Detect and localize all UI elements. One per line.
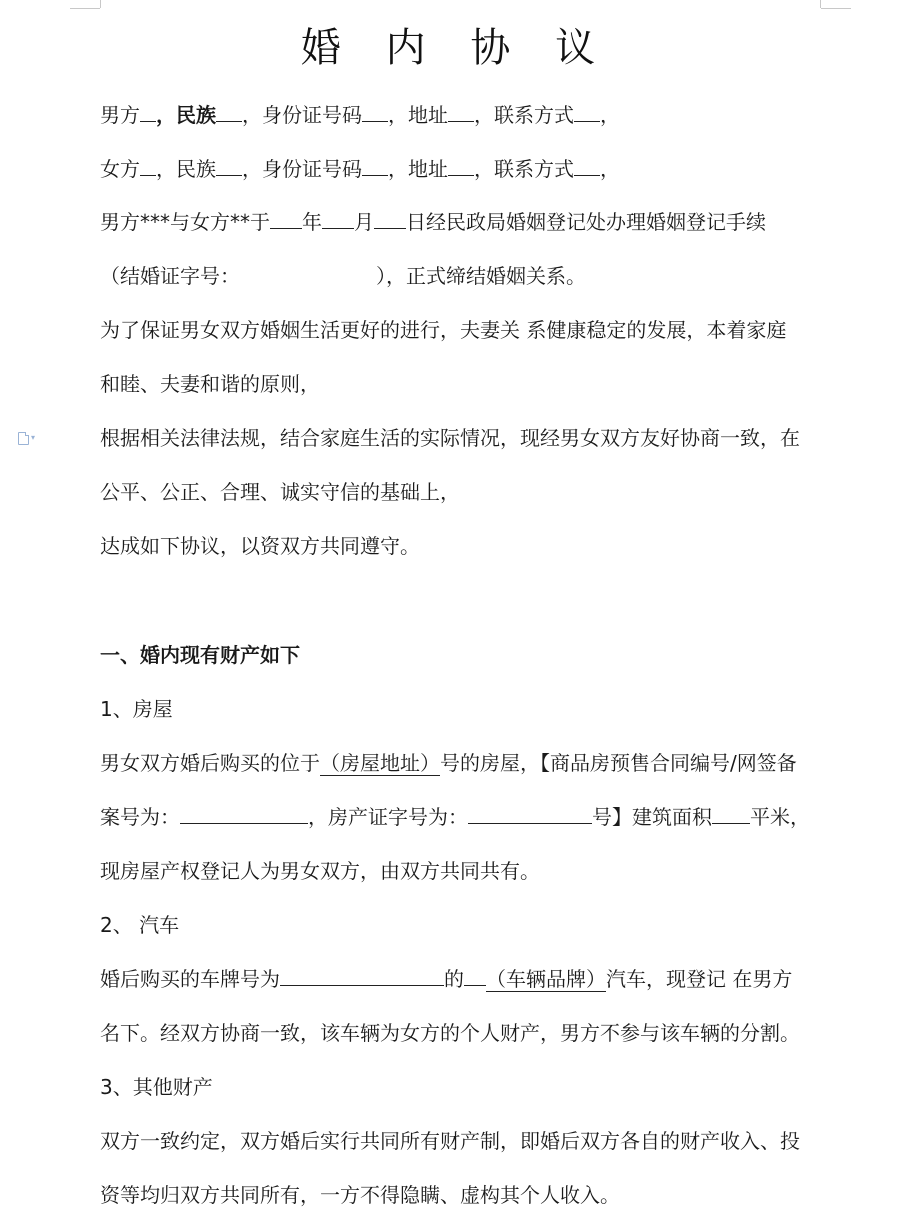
basis-line-2: 公平、公正、合理、诚实守信的基础上， (100, 480, 460, 504)
page-corner-mark-right-h (821, 8, 851, 9)
agreement-line: 达成如下协议，以资双方共同遵守。 (100, 534, 420, 558)
purpose-line-2: 和睦、夫妻和谐的原则， (100, 372, 320, 396)
item-house-title: 1、房屋 (100, 697, 173, 721)
chevron-down-icon: ▾ (31, 433, 36, 442)
item-other-line-2: 资等均归双方共同所有，一方不得隐瞒、虚构其个人收入。 (100, 1183, 620, 1207)
item-house-line-2: 案号为： ，房产证字号为： 号】建筑面积 平米， (100, 805, 810, 829)
page-corner-mark-right (820, 0, 821, 8)
paragraph-marker-icon[interactable] (18, 430, 42, 446)
item-house-line-3: 现房屋产权登记人为男女双方，由双方共同共有。 (100, 859, 540, 883)
item-car-line-1: 婚后购买的车牌号为 的 （车辆品牌）汽车，现登记 在男方 (100, 967, 793, 991)
page-corner-mark-left (100, 0, 101, 8)
item-house-line-1: 男女双方婚后购买的位于（房屋地址）号的房屋，【商品房预售合同编号/网签备 (100, 751, 797, 775)
party-male-line: 男方 ，民族 ，身份证号码 ，地址 ，联系方式 ， (100, 103, 620, 127)
party-female-line: 女方 ，民族 ，身份证号码 ，地址 ，联系方式 ， (100, 157, 620, 181)
document-title: 婚 内 协 议 (300, 25, 612, 71)
marriage-certificate-line: （结婚证字号： ），正式缔结婚姻关系。 (100, 264, 586, 288)
item-car-line-2: 名下。经双方协商一致，该车辆为女方的个人财产，男方不参与该车辆的分割。 (100, 1021, 800, 1045)
item-car-title: 2、 汽车 (100, 913, 180, 937)
item-other-line-1: 双方一致约定，双方婚后实行共同所有财产制，即婚后双方各自的财产收入、投 (100, 1129, 800, 1153)
item-other-title: 3、其他财产 (100, 1075, 213, 1099)
document-icon (18, 432, 29, 445)
marriage-registration-line: 男方***与女方**于 年 月 日经民政局婚姻登记处办理婚姻登记手续 (100, 210, 766, 234)
page-corner-mark-left-h (70, 8, 100, 9)
basis-line-1: 根据相关法律法规，结合家庭生活的实际情况，现经男女双方友好协商一致，在 (100, 426, 800, 450)
section-heading: 一、婚内现有财产如下 (100, 643, 300, 667)
purpose-line-1: 为了保证男女双方婚姻生活更好的进行，夫妻关 系健康稳定的发展，本着家庭 (100, 318, 787, 342)
